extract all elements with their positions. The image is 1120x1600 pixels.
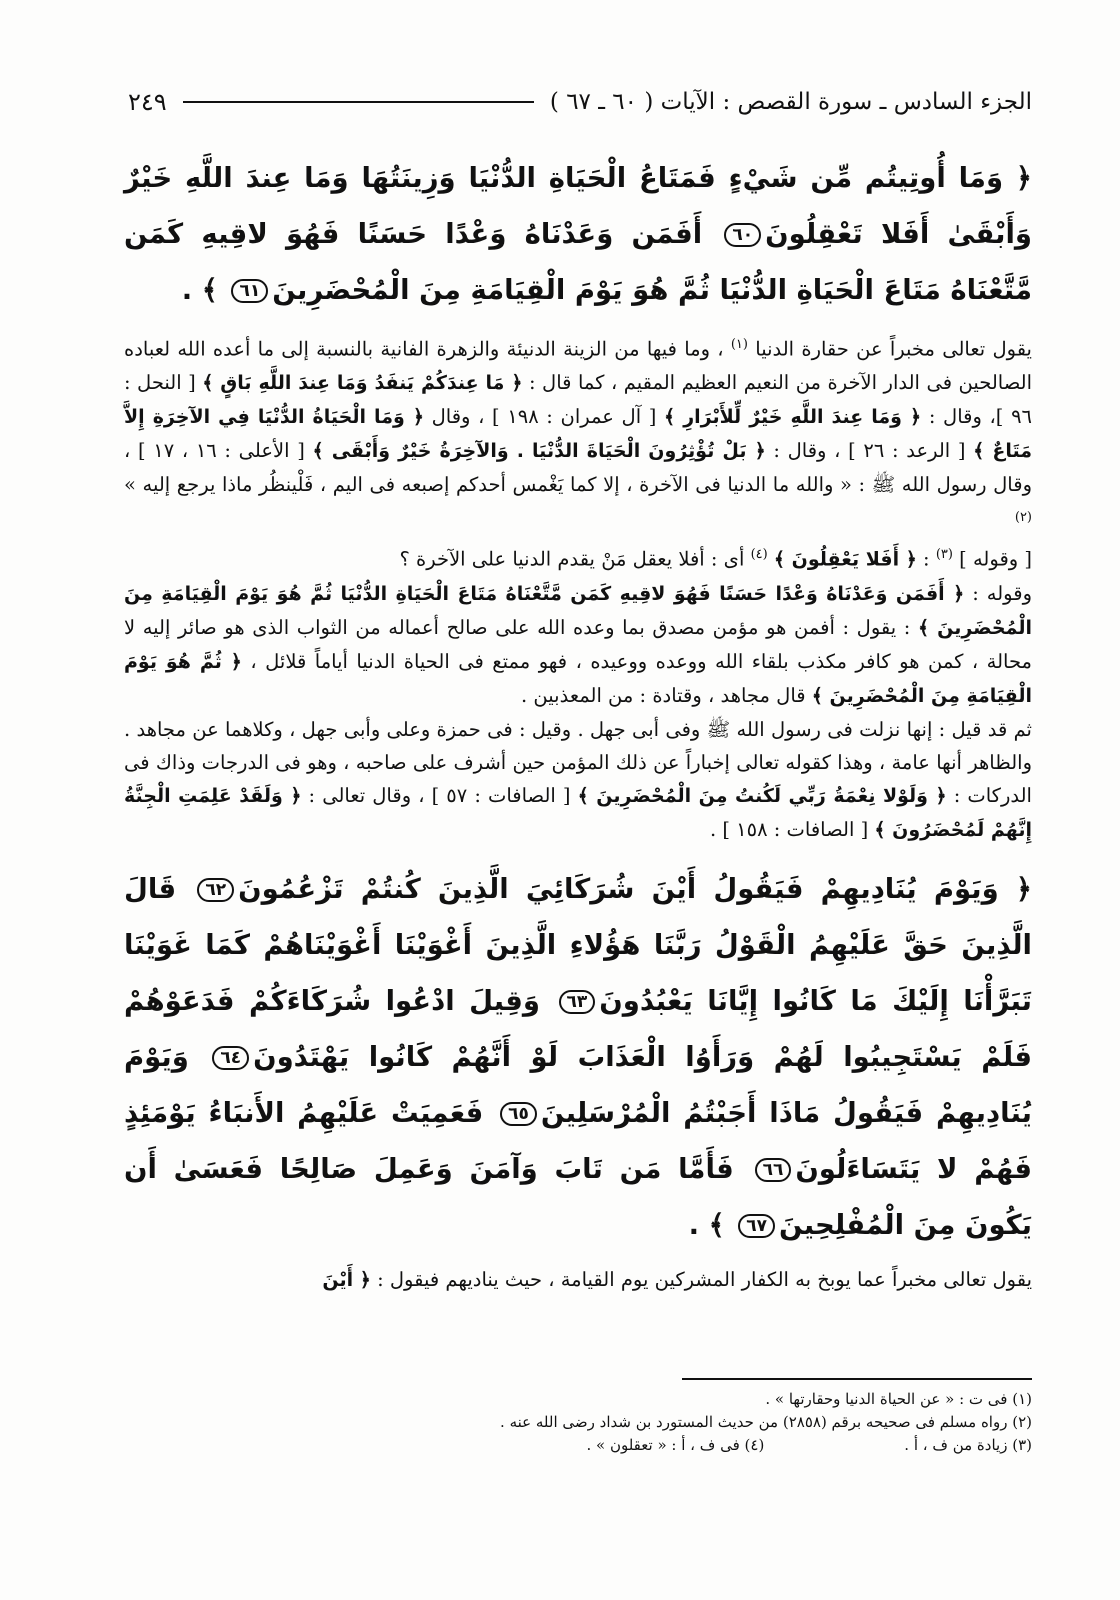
commentary-text: يقول تعالى مخبراً عن حقارة الدنيا [755,337,1032,361]
quran-quote: ﴿ أَفَلا يَعْقِلُونَ ﴾ [773,548,917,571]
footnote-ref: (٤) [750,547,768,562]
footnote-ref: (٢) [1014,509,1032,525]
verse-number-66: ٦٦ [755,1158,792,1182]
header-rule [183,101,534,103]
verse-number-67: ٦٧ [738,1214,775,1238]
quran-quote: ﴿ وَمَا عِندَ اللَّهِ خَيْرٌ لِّلأَبْرَارِ ﴾ [664,405,922,428]
commentary-text: قال مجاهد ، وقتادة : من المعذبين . [521,683,806,707]
verse-66-text: فَعَمِيَتْ عَلَيْهِمُ الأَنبَاءُ يَوْمَئِذٍ فَهُمْ لا يَتَسَاءَلُونَ [124,1096,1033,1185]
commentary-paragraph [124,328,1032,538]
commentary-text: ثم قد قيل : إنها نزلت فى رسول الله ﷺ وفى أبى جهل . وقيل : فى حمزة وعلى وأبى جهل ، وكلاهما عن مجاهد . والظاهر أنها عامة ، وهذا كقوله تعالى إخباراً عن ذلك المؤمن حين أشرف على صاحبه ، وهو فى الدرجات وذاك فى الدركات : [124,717,1032,807]
footnote-ref: (٣) [935,547,953,562]
page-body [124,150,1032,1297]
quran-quote: ﴿ مَا عِندَكُمْ يَنفَدُ وَمَا عِندَ اللَّهِ بَاقٍ ﴾ [202,371,523,394]
quran-quote: ﴿ أَفَمَن وَعَدْنَاهُ وَعْدًا حَسَنًا فَهُوَ لاقِيهِ كَمَن مَّتَّعْنَاهُ مَتَاعَ الْحَيَاةِ الدُّنْيَا ثُمَّ هُوَ يَوْمَ الْقِيَامَةِ مِنَ الْمُحْضَرِينَ ﴾ [124,582,1032,639]
quran-quote: ﴿ وَلَقَدْ عَلِمَتِ الْجِنَّةُ إِنَّهُمْ لَمُحْضَرُونَ ﴾ [124,784,1032,841]
verse-number-61: ٦١ [231,279,268,303]
verse-number-64: ٦٤ [212,1046,249,1070]
verse-close-bracket: ﴾ . [688,1208,725,1241]
verse-60-text: ﴿ وَمَا أُوتِيتُم مِّن شَيْءٍ فَمَتَاعُ الْحَيَاةِ الدُّنْيَا وَزِينَتُهَا وَمَا عِندَ اللَّهِ خَيْرٌ وَأَبْقَىٰ أَفَلا تَعْقِلُونَ [124,162,1032,250]
commentary-paragraph [124,713,1032,847]
verse-number-65: ٦٥ [500,1102,537,1126]
commentary-text: [ الأعلى : ١٦ ، ١٧ ] ، وقال رسول الله ﷺ : « والله ما الدنيا فى الآخرة ، إلا كما يَغْمس أحدكم إصبعه فى اليم ، فَلْينظُر ماذا يرجع إليه » [124,438,1032,496]
commentary-text: [ آل عمران : ١٩٨ ] ، وقال [431,404,657,428]
verse-number-60: ٦٠ [724,223,761,247]
footnote-rule [682,1378,1032,1380]
header-title: الجزء السادس ـ سورة القصص : الآيات ( ٦٠ ـ ٦٧ ) [549,89,1032,115]
verses-60-61 [124,150,1032,318]
commentary-text: [ الصافات : ١٥٨ ] . [709,817,869,841]
verse-67-text: فَأَمَّا مَن تَابَ وَآمَنَ وَعَمِلَ صَالِحًا فَعَسَىٰ أَن يَكُونَ مِنَ الْمُفْلِحِينَ [124,1152,1032,1241]
commentary-text: ، وما فيها من الزينة الدنيئة والزهرة الفانية بالنسبة إلى ما أعده الله لعباده الصالحين فى الدار الآخرة من النعيم العظيم المقيم ، كما قال : [124,337,1032,394]
verse-number-62: ٦٢ [197,878,234,902]
commentary-text: [ وقوله ] [959,547,1032,571]
footnotes [124,1388,1032,1457]
footnote-3: (٣) زيادة من ف ، أ . [904,1436,1032,1454]
verse-61-text: أَفَمَن وَعَدْنَاهُ وَعْدًا حَسَنًا فَهُوَ لاقِيهِ كَمَن مَّتَّعْنَاهُ مَتَاعَ الْحَيَاةِ الدُّنْيَا ثُمَّ هُوَ يَوْمَ الْقِيَامَةِ مِنَ الْمُحْضَرِينَ [124,218,1032,306]
verse-64-text: وَقِيلَ ادْعُوا شُرَكَاءَكُمْ فَدَعَوْهُمْ فَلَمْ يَسْتَجِيبُوا لَهُمْ وَرَأَوُا الْعَذَابَ لَوْ أَنَّهُمْ كَانُوا يَهْتَدُونَ [124,984,1032,1073]
commentary-text: [ الصافات : ٥٧ ] ، وقال تعالى : [308,783,571,807]
footnote-1: (١) فى ت : « عن الحياة الدنيا وحقارتها » . [765,1390,1032,1408]
footnote-2: (٢) رواه مسلم فى صحيحه برقم (٢٨٥٨) من حديث المستورد بن شداد رضى الله عنه . [500,1413,1032,1431]
footnote-4: (٤) فى ف ، أ : « تعقلون » . [586,1436,765,1454]
commentary-text: وقوله : [972,581,1032,605]
quran-quote: ﴿ بَلْ تُؤْثِرُونَ الْحَيَاةَ الدُّنْيَا . وَالآخِرَةُ خَيْرٌ وَأَبْقَى ﴾ [312,439,766,462]
quran-quote: ﴿ وَمَا الْحَيَاةُ الدُّنْيَا فِي الآخِرَةِ إِلاَّ مَتَاعٌ ﴾ [124,405,1032,462]
spacer [124,1253,1032,1263]
spacer [124,847,1032,861]
commentary-text: أى : أفلا يعقل مَنْ يقدم الدنيا على الآخرة ؟ [399,547,745,571]
verse-62-text: ﴿ وَيَوْمَ يُنَادِيهِمْ فَيَقُولُ أَيْنَ شُرَكَائِيَ الَّذِينَ كُنتُمْ تَزْعُمُونَ [238,872,1033,905]
quran-quote: ﴿ أَيْنَ [322,1268,371,1291]
commentary-text: [ الرعد : ٢٦ ] ، وقال : [773,438,966,462]
commentary-text: [ النحل : ٩٦ ]، وقال : [124,370,1033,428]
verses-62-67 [124,861,1032,1253]
spacer [124,318,1032,328]
verse-65-text: وَيَوْمَ يُنَادِيهِمْ فَيَقُولُ مَاذَا أَجَبْتُمُ الْمُرْسَلِينَ [124,1040,1032,1129]
footnote-row [124,1434,1032,1457]
commentary-paragraph [124,1263,1032,1297]
commentary-paragraph [124,538,1032,577]
verse-63-text: قَالَ الَّذِينَ حَقَّ عَلَيْهِمُ الْقَوْلُ رَبَّنَا هَؤُلاءِ الَّذِينَ أَغْوَيْنَا أَغْوَيْنَاهُمْ كَمَا غَوَيْنَا تَبَرَّأْنَا إِلَيْكَ مَا كَانُوا إِيَّانَا يَعْبُدُونَ [124,872,1032,1017]
running-header [128,84,1032,120]
commentary-text: : [923,547,930,571]
quran-quote: ﴿ وَلَوْلا نِعْمَةُ رَبِّي لَكُنتُ مِنَ الْمُحْضَرِينَ ﴾ [577,784,947,807]
footnote-ref: (١) [730,337,748,352]
page-number: ٢٤٩ [128,88,167,116]
commentary-text: : يقول : أفمن هو مؤمن مصدق بما وعده الله على صالح أعماله من الثواب الذى هو صائر إليه لا محالة ، كمن هو كافر مكذب بلقاء الله ووعده ووعيده ، فهو ممتع فى الحياة الدنيا أياماً قلائل ، [124,615,1032,673]
commentary-text: يقول تعالى مخبراً عما يوبخ به الكفار المشركين يوم القيامة ، حيث يناديهم فيقول : [377,1267,1032,1291]
verse-close-bracket: ﴾ . [181,274,218,306]
quran-quote: ﴿ ثُمَّ هُوَ يَوْمَ الْقِيَامَةِ مِنَ الْمُحْضَرِينَ ﴾ [124,650,1032,707]
commentary-paragraph [124,577,1032,713]
verse-number-63: ٦٣ [559,990,596,1014]
